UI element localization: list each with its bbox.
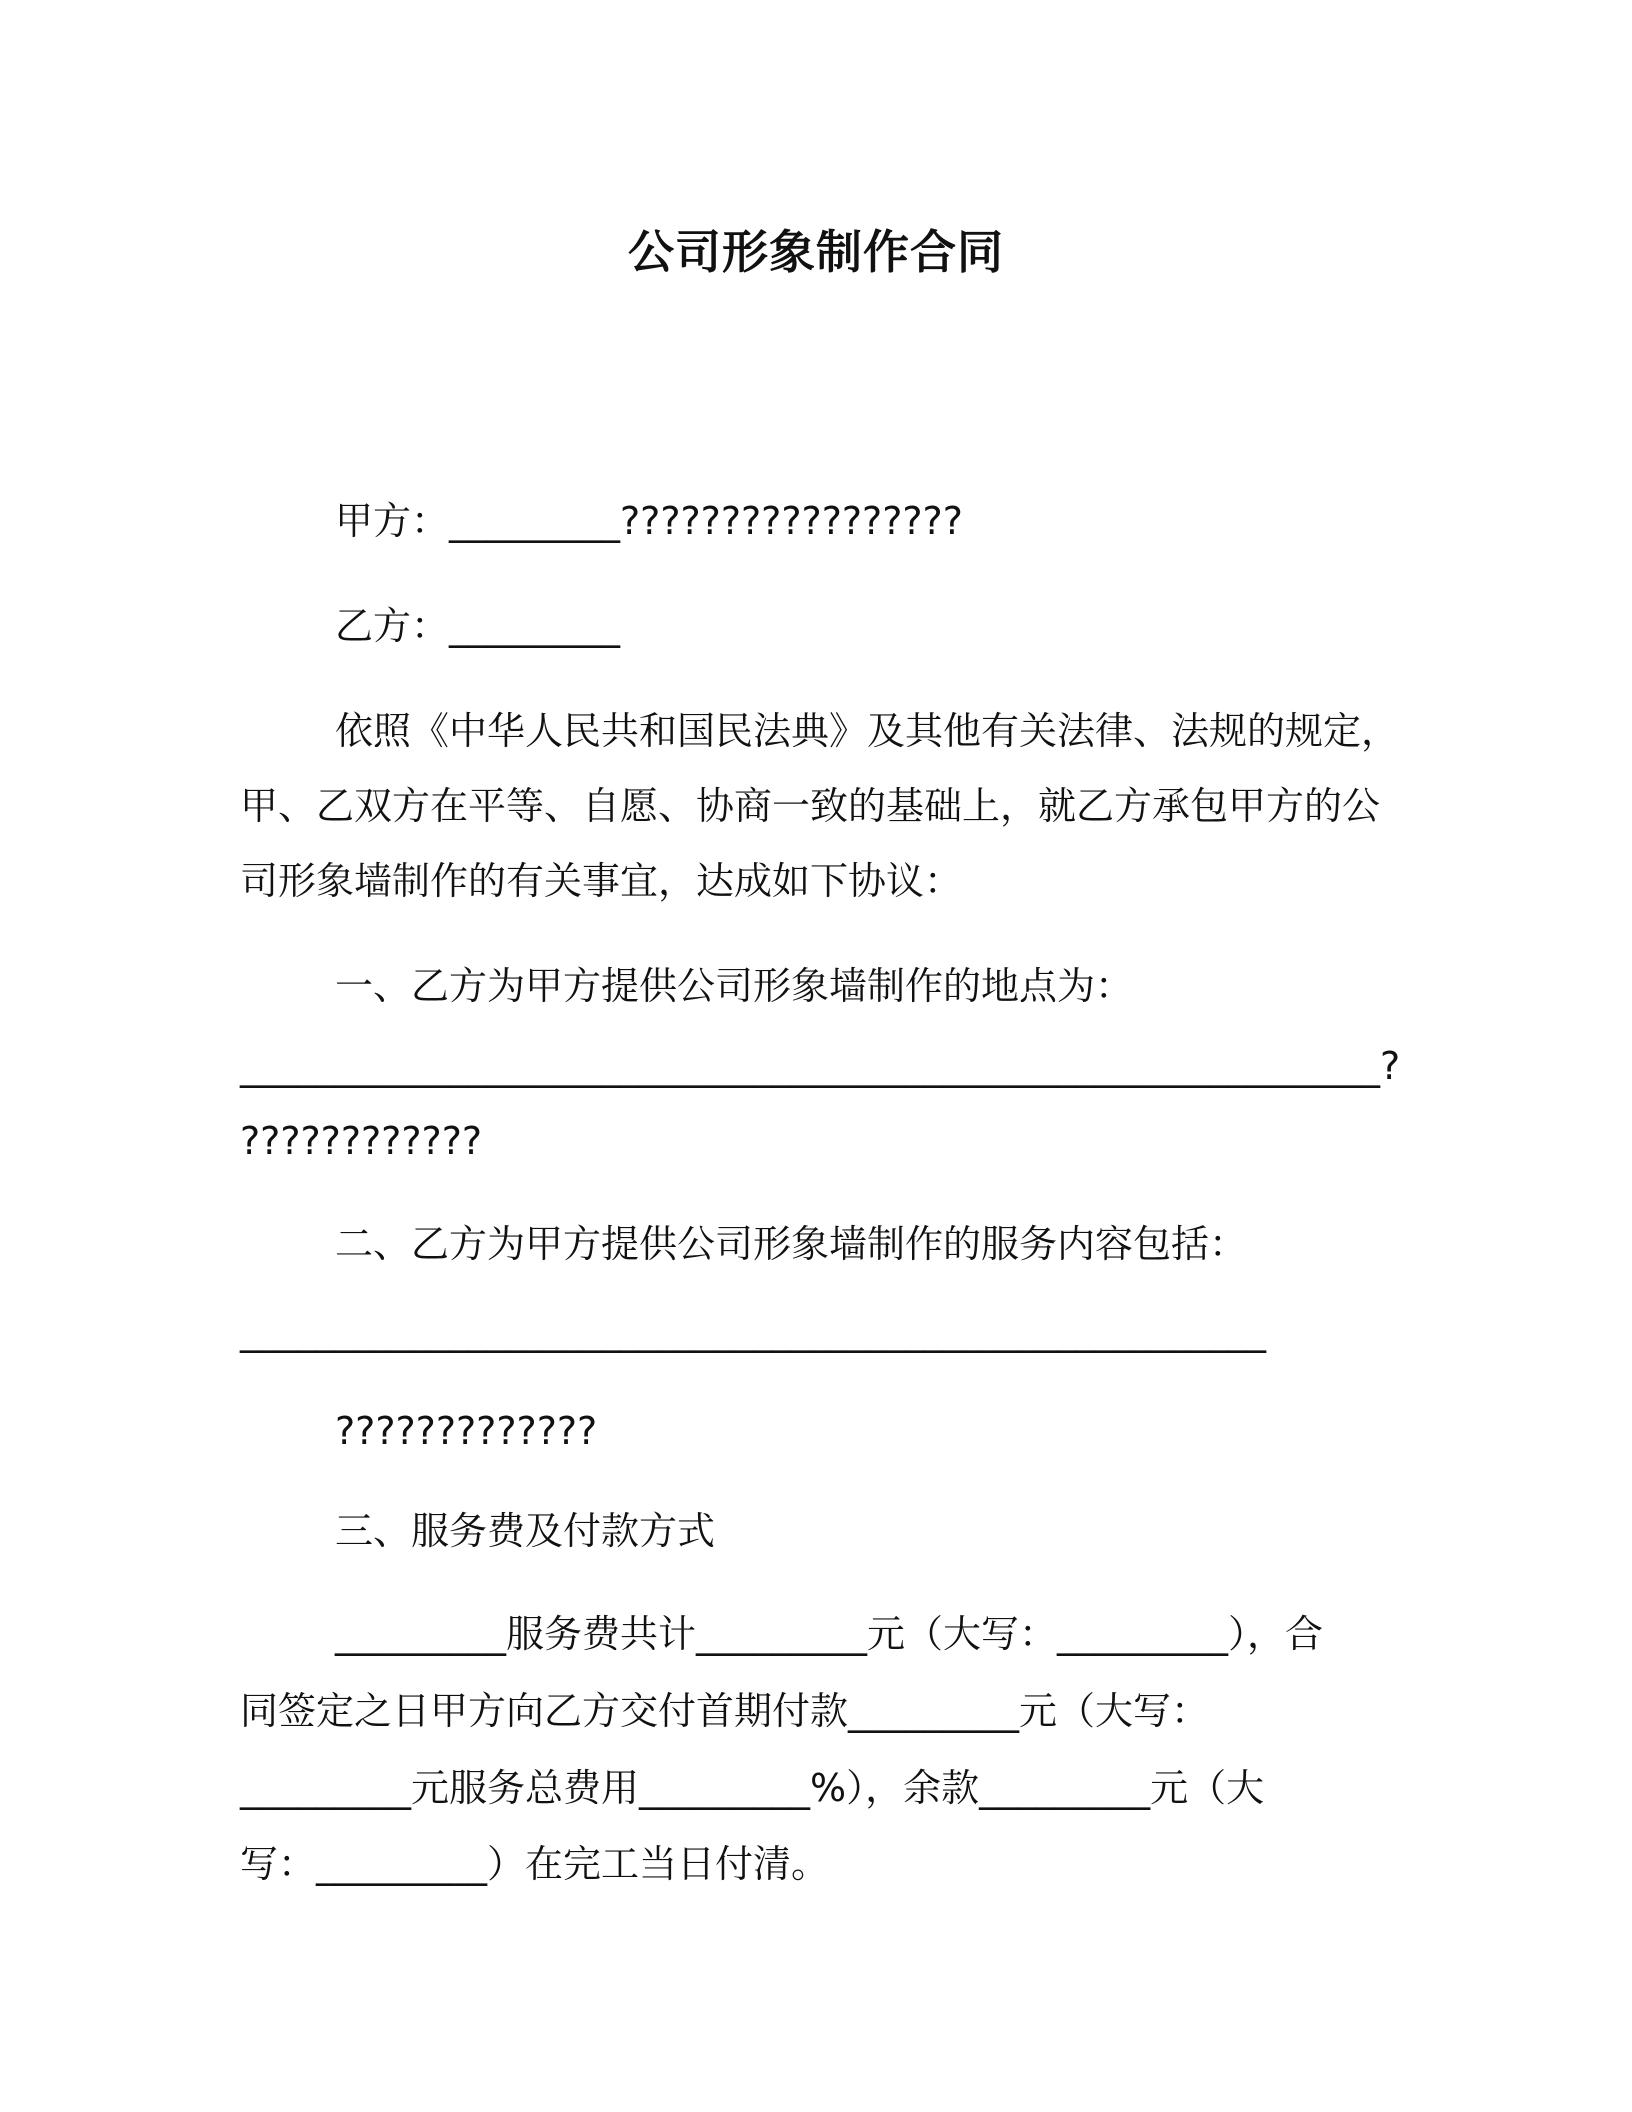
section-2-blank: ______________________________________________________ xyxy=(240,1309,1266,1353)
payment-line-1: _________服务费共计_________元（大写：_________），合 xyxy=(335,1612,1324,1656)
page-title: 公司形象制作合同 xyxy=(628,225,1004,279)
section-1-continuation: ???????????? xyxy=(240,1119,483,1163)
payment-line-4: 写：_________）在完工当日付清。 xyxy=(240,1842,830,1886)
preamble-line-1: 依照《中华人民共和国民法典》及其他有关法律、法规的规定， xyxy=(335,709,1400,753)
payment-line-2: 同签定之日甲方向乙方交付首期付款_________元（大写： xyxy=(240,1689,1210,1733)
section-2-continuation: ????????????? xyxy=(335,1409,598,1453)
section-1-heading: 一、乙方为甲方提供公司形象墙制作的地点为： xyxy=(335,964,1134,1008)
payment-line-3: _________元服务总费用_________%），余款_________元（大 xyxy=(240,1766,1265,1810)
party-b-line: 乙方：_________ xyxy=(335,604,621,648)
section-1-blank: ____________________________________________________________? xyxy=(240,1044,1401,1088)
section-2-heading: 二、乙方为甲方提供公司形象墙制作的服务内容包括： xyxy=(335,1222,1248,1266)
party-a-line: 甲方：_________????????????????? xyxy=(335,499,963,543)
preamble-line-3: 司形象墙制作的有关事宜，达成如下协议： xyxy=(240,859,963,903)
preamble-line-2: 甲、乙双方在平等、自愿、协商一致的基础上，就乙方承包甲方的公 xyxy=(240,784,1381,828)
section-3-heading: 三、服务费及付款方式 xyxy=(335,1509,716,1553)
